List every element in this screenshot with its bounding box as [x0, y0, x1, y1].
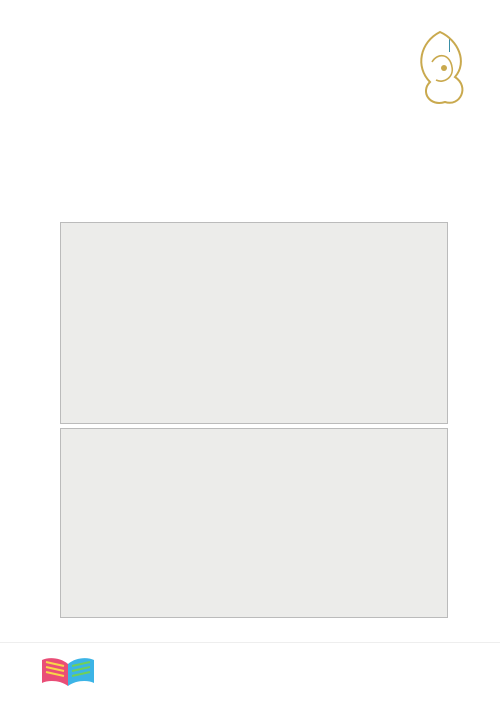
watermark-logo [400, 22, 480, 122]
ecg-top-graph [61, 223, 447, 423]
open-book-logo [38, 650, 98, 690]
ecg-bottom-graph [61, 429, 447, 617]
ecg-strip-bottom [60, 428, 448, 618]
ecg-strip-top [60, 222, 448, 424]
figure-caption [58, 631, 458, 638]
